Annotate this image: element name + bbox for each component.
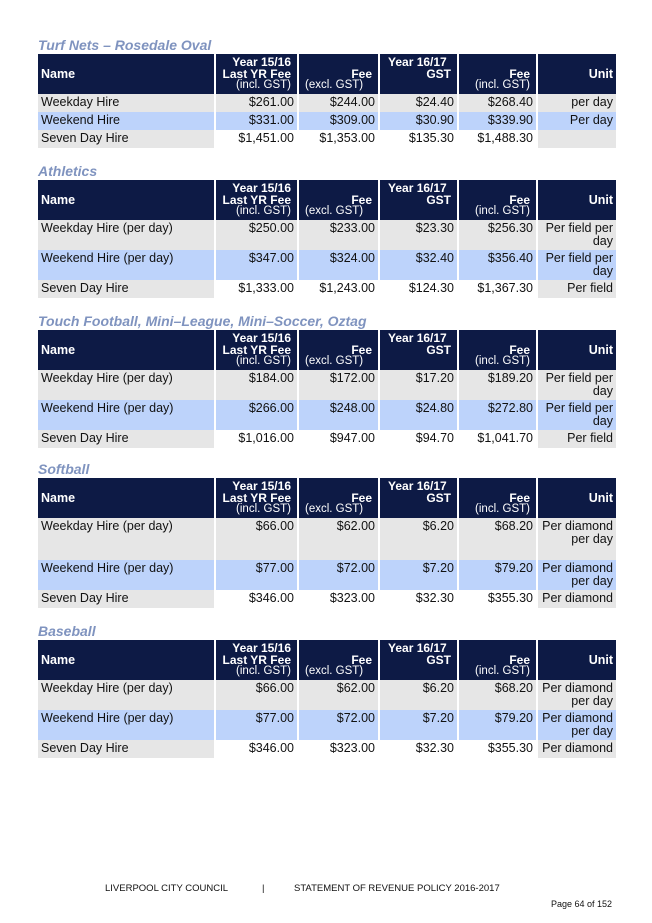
- table-header-row: [38, 180, 616, 220]
- footer-separator: |: [262, 883, 265, 894]
- table-row: [38, 280, 616, 298]
- fee-table: [36, 330, 618, 448]
- column-header-name: Name: [38, 478, 214, 518]
- cell-gst: $24.40: [380, 94, 457, 112]
- header-excl-gst: (excl. GST): [305, 503, 364, 515]
- cell-fee-excl-gst: $62.00: [299, 518, 378, 560]
- column-header-fee-incl-gst: [459, 330, 536, 370]
- cell-last-year-fee: $1,451.00: [216, 130, 297, 148]
- cell-unit: Per field per day: [538, 400, 616, 430]
- column-header-unit: Unit: [538, 180, 616, 220]
- cell-name: Weekday Hire: [38, 94, 214, 112]
- cell-name: Weekend Hire: [38, 112, 214, 130]
- header-incl-gst: (incl. GST): [475, 665, 530, 677]
- cell-name: Seven Day Hire: [38, 430, 214, 448]
- table-row: [38, 518, 616, 560]
- cell-fee-excl-gst: $244.00: [299, 94, 378, 112]
- fee-section-touch-football: [38, 312, 614, 448]
- cell-fee-excl-gst: $323.00: [299, 740, 378, 758]
- cell-last-year-fee: $77.00: [216, 560, 297, 590]
- header-last-yr-fee: Last YR Fee: [222, 343, 291, 357]
- header-incl-gst: (incl. GST): [475, 355, 530, 367]
- column-header-last-year-fee: [216, 54, 297, 94]
- cell-name: Weekday Hire (per day): [38, 518, 214, 560]
- column-header-gst: [380, 330, 457, 370]
- column-header-unit: Unit: [538, 330, 616, 370]
- fee-section-baseball: [38, 622, 614, 758]
- cell-last-year-fee: $261.00: [216, 94, 297, 112]
- table-header-row: [38, 640, 616, 680]
- cell-fee-incl-gst: $355.30: [459, 590, 536, 608]
- cell-gst: $6.20: [380, 518, 457, 560]
- table-header-row: [38, 54, 616, 94]
- cell-fee-excl-gst: $72.00: [299, 560, 378, 590]
- column-header-fee-incl-gst: [459, 54, 536, 94]
- table-row: [38, 370, 616, 400]
- header-fee: Fee: [509, 343, 530, 357]
- table-row: [38, 112, 616, 130]
- column-header-gst: [380, 640, 457, 680]
- cell-name: Seven Day Hire: [38, 280, 214, 298]
- cell-gst: $94.70: [380, 430, 457, 448]
- column-header-last-year-fee: [216, 180, 297, 220]
- column-header-fee-excl-gst: [299, 54, 447, 94]
- header-gst: GST: [426, 67, 451, 81]
- cell-name: Seven Day Hire: [38, 130, 214, 148]
- header-incl-gst: (incl. GST): [236, 503, 291, 515]
- header-incl-gst: (incl. GST): [475, 503, 530, 515]
- cell-gst: $7.20: [380, 560, 457, 590]
- cell-unit: Per field per day: [538, 250, 616, 280]
- table-row: [38, 680, 616, 710]
- header-year-1516: Year 15/16: [232, 641, 291, 655]
- cell-last-year-fee: $331.00: [216, 112, 297, 130]
- column-header-gst: [380, 478, 457, 518]
- header-year-1516: Year 15/16: [232, 479, 291, 493]
- header-last-yr-fee: Last YR Fee: [222, 491, 291, 505]
- cell-fee-incl-gst: $355.30: [459, 740, 536, 758]
- cell-fee-incl-gst: $272.80: [459, 400, 536, 430]
- header-gst: GST: [426, 193, 451, 207]
- table-row: [38, 94, 616, 112]
- column-header-name: Name: [38, 640, 214, 680]
- column-header-name: Name: [38, 180, 214, 220]
- cell-fee-incl-gst: $1,367.30: [459, 280, 536, 298]
- fee-table: [36, 54, 618, 148]
- column-header-name: Name: [38, 54, 214, 94]
- header-year-1516: Year 15/16: [232, 331, 291, 345]
- header-incl-gst: (incl. GST): [475, 79, 530, 91]
- cell-unit: Per diamond per day: [538, 680, 616, 710]
- column-header-fee-incl-gst: [459, 180, 536, 220]
- header-incl-gst: (incl. GST): [236, 665, 291, 677]
- column-header-fee-excl-gst: [299, 478, 447, 518]
- header-fee: Fee: [509, 67, 530, 81]
- table-row: [38, 590, 616, 608]
- column-header-last-year-fee: [216, 330, 297, 370]
- cell-unit: Per diamond per day: [538, 710, 616, 740]
- cell-fee-excl-gst: $324.00: [299, 250, 378, 280]
- cell-gst: $24.80: [380, 400, 457, 430]
- cell-fee-incl-gst: $268.40: [459, 94, 536, 112]
- header-excl-gst: (excl. GST): [305, 665, 364, 677]
- header-year-1617: Year 16/17: [388, 479, 447, 493]
- column-header-fee-incl-gst: [459, 478, 536, 518]
- header-fee: Fee: [509, 193, 530, 207]
- footer-document-title: STATEMENT OF REVENUE POLICY 2016-2017: [294, 883, 500, 894]
- header-year-1516: Year 15/16: [232, 55, 291, 69]
- section-title: Touch Football, Mini–League, Mini–Soccer, Oztag: [38, 313, 367, 329]
- header-gst: GST: [426, 653, 451, 667]
- table-row: [38, 710, 616, 740]
- cell-gst: $32.30: [380, 590, 457, 608]
- cell-gst: $23.30: [380, 220, 457, 250]
- cell-fee-incl-gst: $356.40: [459, 250, 536, 280]
- cell-last-year-fee: $266.00: [216, 400, 297, 430]
- cell-gst: $6.20: [380, 680, 457, 710]
- column-header-fee-excl-gst: [299, 640, 447, 680]
- column-header-fee-incl-gst: [459, 640, 536, 680]
- column-header-fee-excl-gst: [299, 330, 447, 370]
- section-title: Softball: [38, 461, 90, 477]
- cell-name: Seven Day Hire: [38, 740, 214, 758]
- page-number: Page 64 of 152: [550, 899, 612, 909]
- column-header-gst: [380, 54, 457, 94]
- cell-last-year-fee: $1,016.00: [216, 430, 297, 448]
- column-header-fee-excl-gst: [299, 180, 447, 220]
- header-fee: Fee: [351, 343, 372, 357]
- cell-name: Seven Day Hire: [38, 590, 214, 608]
- cell-unit: Per field: [538, 280, 616, 298]
- cell-name: Weekday Hire (per day): [38, 680, 214, 710]
- fee-table: [36, 180, 618, 298]
- header-fee: Fee: [351, 193, 372, 207]
- cell-fee-incl-gst: $1,041.70: [459, 430, 536, 448]
- header-fee: Fee: [509, 491, 530, 505]
- cell-fee-excl-gst: $1,353.00: [299, 130, 378, 148]
- header-year-1617: Year 16/17: [388, 641, 447, 655]
- table-header-row: [38, 478, 616, 518]
- cell-fee-incl-gst: $68.20: [459, 518, 536, 560]
- header-fee: Fee: [509, 653, 530, 667]
- header-incl-gst: (incl. GST): [475, 205, 530, 217]
- header-excl-gst: (excl. GST): [305, 79, 364, 91]
- cell-name: Weekend Hire (per day): [38, 710, 214, 740]
- cell-fee-excl-gst: $62.00: [299, 680, 378, 710]
- cell-unit: Per day: [538, 112, 616, 130]
- header-fee: Fee: [351, 491, 372, 505]
- table-row: [38, 220, 616, 250]
- cell-last-year-fee: $77.00: [216, 710, 297, 740]
- cell-fee-excl-gst: $309.00: [299, 112, 378, 130]
- cell-fee-excl-gst: $323.00: [299, 590, 378, 608]
- cell-name: Weekend Hire (per day): [38, 250, 214, 280]
- cell-fee-incl-gst: $189.20: [459, 370, 536, 400]
- header-last-yr-fee: Last YR Fee: [222, 67, 291, 81]
- header-year-1617: Year 16/17: [388, 55, 447, 69]
- cell-name: Weekday Hire (per day): [38, 220, 214, 250]
- column-header-unit: Unit: [538, 640, 616, 680]
- cell-last-year-fee: $1,333.00: [216, 280, 297, 298]
- cell-unit: Per diamond: [538, 740, 616, 758]
- column-header-last-year-fee: [216, 478, 297, 518]
- cell-unit: per day: [538, 94, 616, 112]
- header-fee: Fee: [351, 653, 372, 667]
- cell-fee-incl-gst: $256.30: [459, 220, 536, 250]
- cell-fee-excl-gst: $248.00: [299, 400, 378, 430]
- cell-fee-excl-gst: $172.00: [299, 370, 378, 400]
- cell-fee-incl-gst: $68.20: [459, 680, 536, 710]
- header-incl-gst: (incl. GST): [236, 355, 291, 367]
- cell-gst: $32.40: [380, 250, 457, 280]
- column-header-unit: Unit: [538, 54, 616, 94]
- cell-last-year-fee: $66.00: [216, 680, 297, 710]
- fee-table: [36, 478, 618, 608]
- header-year-1617: Year 16/17: [388, 331, 447, 345]
- fee-table: [36, 640, 618, 758]
- column-header-name: Name: [38, 330, 214, 370]
- cell-gst: $124.30: [380, 280, 457, 298]
- header-last-yr-fee: Last YR Fee: [222, 193, 291, 207]
- section-title: Turf Nets – Rosedale Oval: [38, 37, 212, 53]
- section-title: Athletics: [38, 163, 98, 179]
- cell-fee-excl-gst: $72.00: [299, 710, 378, 740]
- cell-fee-excl-gst: $1,243.00: [299, 280, 378, 298]
- cell-gst: $30.90: [380, 112, 457, 130]
- cell-last-year-fee: $347.00: [216, 250, 297, 280]
- header-excl-gst: (excl. GST): [305, 355, 364, 367]
- fee-section-turf-nets: [38, 36, 614, 148]
- table-row: [38, 130, 616, 148]
- cell-last-year-fee: $346.00: [216, 590, 297, 608]
- column-header-unit: Unit: [538, 478, 616, 518]
- table-row: [38, 430, 616, 448]
- table-row: [38, 250, 616, 280]
- column-header-gst: [380, 180, 457, 220]
- cell-fee-excl-gst: $233.00: [299, 220, 378, 250]
- column-header-last-year-fee: [216, 640, 297, 680]
- header-excl-gst: (excl. GST): [305, 205, 364, 217]
- cell-gst: $135.30: [380, 130, 457, 148]
- cell-gst: $17.20: [380, 370, 457, 400]
- footer-council-name: LIVERPOOL CITY COUNCIL: [105, 883, 229, 894]
- cell-fee-incl-gst: $339.90: [459, 112, 536, 130]
- cell-unit: Per field per day: [538, 220, 616, 250]
- table-row: [38, 560, 616, 590]
- cell-unit: [538, 130, 616, 148]
- cell-name: Weekday Hire (per day): [38, 370, 214, 400]
- cell-last-year-fee: $250.00: [216, 220, 297, 250]
- cell-last-year-fee: $66.00: [216, 518, 297, 560]
- cell-unit: Per field per day: [538, 370, 616, 400]
- cell-fee-incl-gst: $1,488.30: [459, 130, 536, 148]
- cell-unit: Per diamond: [538, 590, 616, 608]
- header-incl-gst: (incl. GST): [236, 205, 291, 217]
- header-incl-gst: (incl. GST): [236, 79, 291, 91]
- cell-name: Weekend Hire (per day): [38, 400, 214, 430]
- header-gst: GST: [426, 491, 451, 505]
- cell-unit: Per diamond per day: [538, 518, 616, 560]
- section-title: Baseball: [38, 623, 96, 639]
- cell-name: Weekend Hire (per day): [38, 560, 214, 590]
- table-row: [38, 400, 616, 430]
- cell-last-year-fee: $184.00: [216, 370, 297, 400]
- header-year-1516: Year 15/16: [232, 181, 291, 195]
- cell-fee-excl-gst: $947.00: [299, 430, 378, 448]
- header-gst: GST: [426, 343, 451, 357]
- cell-unit: Per field: [538, 430, 616, 448]
- cell-unit: Per diamond per day: [538, 560, 616, 590]
- cell-gst: $7.20: [380, 710, 457, 740]
- header-last-yr-fee: Last YR Fee: [222, 653, 291, 667]
- table-row: [38, 740, 616, 758]
- header-fee: Fee: [351, 67, 372, 81]
- header-year-1617: Year 16/17: [388, 181, 447, 195]
- cell-last-year-fee: $346.00: [216, 740, 297, 758]
- table-header-row: [38, 330, 616, 370]
- fee-section-softball: [38, 460, 614, 608]
- cell-gst: $32.30: [380, 740, 457, 758]
- fee-section-athletics: [38, 162, 614, 298]
- cell-fee-incl-gst: $79.20: [459, 560, 536, 590]
- cell-fee-incl-gst: $79.20: [459, 710, 536, 740]
